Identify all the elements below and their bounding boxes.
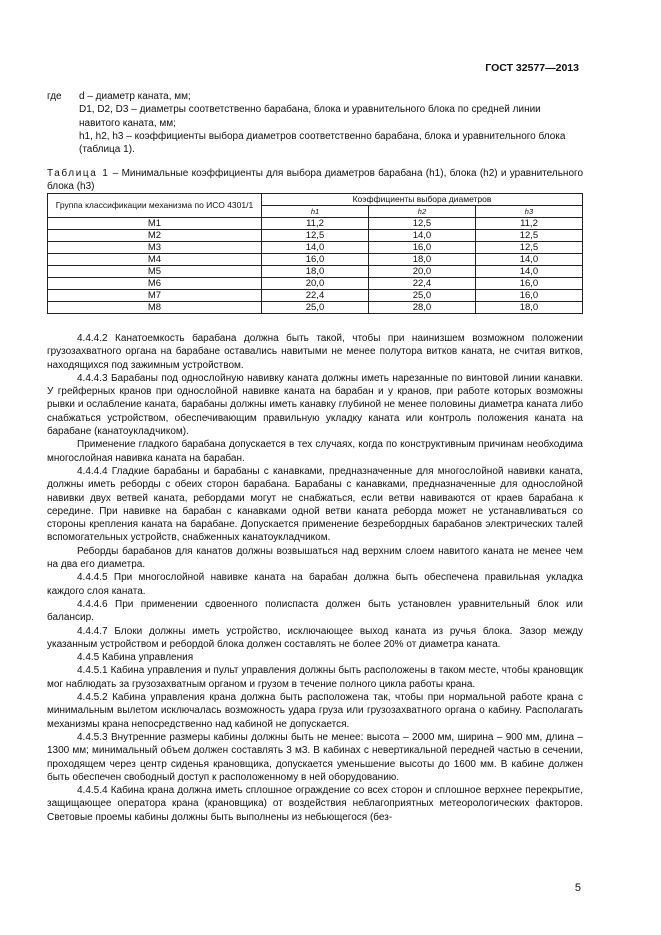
paragraph: 4.4.5.2 Кабина управления крана должна быть расположена так, чтобы при нормальной работе крана с минимальным вылетом исключалась возможность удара груза или грузозахватного органа о кабину. Располагать механизмы крана непосредственно над кабиной не допускается. <box>47 692 583 730</box>
body-text <box>47 332 583 824</box>
where-definition: d – диаметр каната, мм; <box>79 91 191 102</box>
table-cell: 12,5 <box>262 230 369 242</box>
table-cell: 11,2 <box>262 218 369 230</box>
table-cell: 22,4 <box>262 290 369 302</box>
page-number: 5 <box>574 882 581 894</box>
header-h2: h2 <box>368 206 475 218</box>
table-row <box>48 302 583 314</box>
table-cell: 25,0 <box>262 302 369 314</box>
table-caption <box>47 167 583 193</box>
paragraph: Применение гладкого барабана допускается в тех случаях, когда по конструктивным причинам необходима многослойная навивка каната на барабан. <box>47 439 583 464</box>
table-row <box>48 254 583 266</box>
table-cell: M8 <box>48 302 262 314</box>
table-cell: 12,5 <box>475 242 582 254</box>
table-cell: M7 <box>48 290 262 302</box>
paragraph: 4.4.4.5 При многослойной навивке каната на барабан должна быть обеспечена правильная укладка каждого слоя каната. <box>47 572 583 597</box>
header-h3: h3 <box>475 206 582 218</box>
table-cell: 28,0 <box>368 302 475 314</box>
table-cell: M4 <box>48 254 262 266</box>
paragraph: 4.4.4.6 При применении сдвоенного полиспаста должен быть установлен уравнительный блок или балансир. <box>47 598 583 624</box>
table-cell: 18,0 <box>262 266 369 278</box>
table-cell: 16,0 <box>368 242 475 254</box>
table-row <box>48 278 583 290</box>
where-label <box>47 130 79 157</box>
table-cell: 20,0 <box>368 266 475 278</box>
table-row <box>48 218 583 230</box>
table-row <box>48 290 583 302</box>
table-cell: M1 <box>48 218 262 230</box>
where-row <box>47 90 583 103</box>
table-row <box>48 242 583 254</box>
table-cell: 12,5 <box>475 230 582 242</box>
where-label: где <box>47 91 62 102</box>
table-caption-prefix: Таблица 1 <box>47 168 110 179</box>
paragraph: 4.4.4.3 Барабаны под однослойную навивку каната должны иметь нарезанные по винтовой линии канавки. У грейферных кранов при однослойной навивке каната на барабан и у кранов, при работе которых возможны рывки и ослабление каната, барабаны должны иметь канавку глубиной не менее половины диаметра каната либо снабжаться устройством, обеспечивающим правильную укладку каната или контроль положения каната на барабане (канатоукладчиком). <box>47 372 583 438</box>
table-cell: 14,0 <box>475 266 582 278</box>
paragraph: 4.4.5.1 Кабина управления и пульт управления должны быть расположены в таком месте, чтобы крановщик мог наблюдать за грузозахватным органом и грузом в течение полного цикла работы крана. <box>47 665 583 690</box>
paragraph: Реборды барабанов для канатов должны возвышаться над верхним слоем навитого каната не менее чем на два его диаметра. <box>47 545 583 571</box>
table-cell: M2 <box>48 230 262 242</box>
paragraph: 4.4.5.4 Кабина крана должна иметь сплошное ограждение со всех сторон и сплошное верхнее перекрытие, защищающее оператора крана (крановщика) от воздействия неблагоприятных метеорологических факторов. Световые проемы кабины должны быть выполнены из небьющегося (без- <box>47 785 583 823</box>
table-cell: 12,5 <box>368 218 475 230</box>
table-cell: 22,4 <box>368 278 475 290</box>
where-row <box>47 130 583 157</box>
table-cell: 20,0 <box>262 278 369 290</box>
where-definitions <box>47 90 583 156</box>
table-cell: M6 <box>48 278 262 290</box>
table-cell: 18,0 <box>368 254 475 266</box>
table-cell: M3 <box>48 242 262 254</box>
table-cell: 25,0 <box>368 290 475 302</box>
table-cell: 14,0 <box>475 254 582 266</box>
header-h1: h1 <box>262 206 369 218</box>
paragraph: 4.4.4.4 Гладкие барабаны и барабаны с канавками, предназначенные для многослойной навивки каната, должны иметь реборды с обеих сторон барабана. Барабаны с канавками, предназначенные для однослойной навивки двух ветвей каната, ребордами могут не снабжаться, если ветви навиваются от краев барабана к середине. При навивке на барабан с канавками одной ветви каната реборда может не устанавливаться со стороны крепления каната на барабане. Допускается применение безребордных барабанов электрических талей вспомогательных устройств, снабженных канатоукладчиком. <box>47 465 583 544</box>
header-mechanism-group: Группа классификации механизма по ИСО 4301/1 <box>48 194 262 218</box>
table-row <box>48 266 583 278</box>
table-cell: 18,0 <box>475 302 582 314</box>
header-coefficients: Коэффициенты выбора диаметров <box>262 194 583 206</box>
paragraph: 4.4.5 Кабина управления <box>77 652 194 664</box>
table-row <box>48 230 583 242</box>
table-cell: 14,0 <box>368 230 475 242</box>
where-definition: D1, D2, D3 – диаметры соответственно барабана, блока и уравнительного блока по средней линии навитого каната, мм; <box>79 104 541 129</box>
table-cell: 16,0 <box>262 254 369 266</box>
paragraph: 4.4.4.7 Блоки должны иметь устройство, исключающее выход каната из ручья блока. Зазор между указанным устройством и ребордой блока должен составлять не более 20% от диаметра каната. <box>47 625 583 650</box>
document-standard-header: ГОСТ 32577—2013 <box>485 62 579 74</box>
table-cell: 16,0 <box>475 290 582 302</box>
coefficients-table <box>47 193 583 314</box>
where-label <box>47 103 79 130</box>
table-cell: 11,2 <box>475 218 582 230</box>
table-cell: M5 <box>48 266 262 278</box>
where-definition: h1, h2, h3 – коэффициенты выбора диаметров соответственно барабана, блока и уравнительного блока (таблица 1). <box>79 130 566 156</box>
paragraph: 4.4.5.3 Внутренние размеры кабины должны быть не менее: высота – 2000 мм, ширина – 900 мм, длина – 1300 мм; минимальный объем должен составлять 3 м3. В кабинах с невертикальной передней частью в сечении, проходящем через центр сиденья крановщика, допускается уменьшение высоты до 1600 мм. В кабине должен быть обеспечен свободный доступ к расположенному в ней оборудованию. <box>47 731 583 783</box>
table-cell: 16,0 <box>475 278 582 290</box>
table-cell: 14,0 <box>262 242 369 254</box>
paragraph: 4.4.4.2 Канатоемкость барабана должна быть такой, чтобы при наинизшем возможном положении грузозахватного органа на барабане оставались навитыми не менее полутора витков каната, не считая витков, находящихся под зажимным устройством. <box>47 333 583 371</box>
table-caption-text: – Минимальные коэффициенты для выбора диаметров барабана (h1), блока (h2) и уравнительного блока (h3) <box>47 168 583 192</box>
where-row <box>47 103 583 130</box>
